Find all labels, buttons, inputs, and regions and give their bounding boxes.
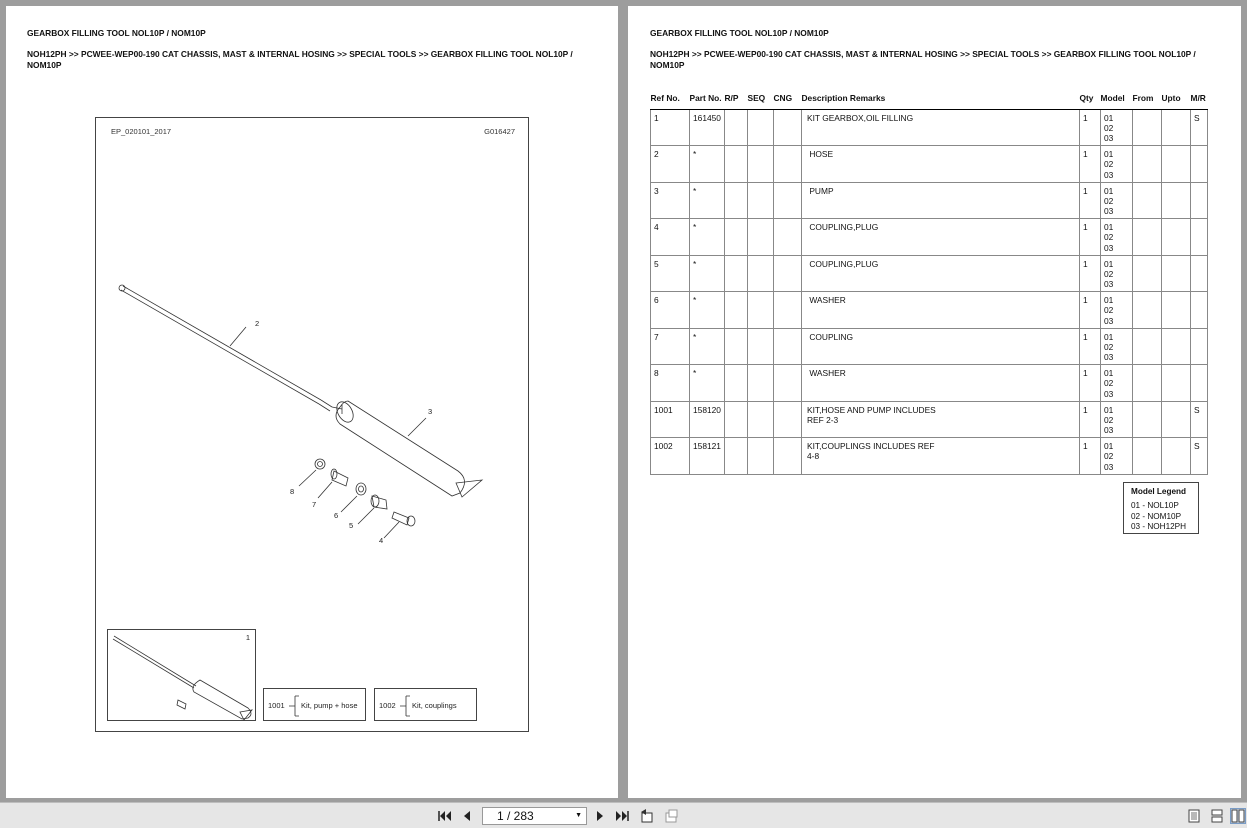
cell-model xyxy=(1101,328,1133,365)
cell-part-no: * xyxy=(690,255,725,292)
cell-upto xyxy=(1162,328,1191,365)
cell-description: COUPLING,PLUG xyxy=(802,255,1080,292)
model-code: 02 xyxy=(1104,122,1114,133)
cell-description: KIT GEARBOX,OIL FILLING xyxy=(802,109,1080,146)
cell-qty: 1 xyxy=(1080,255,1101,292)
cell-ref-no: 4 xyxy=(651,219,690,256)
cell-qty: 1 xyxy=(1080,328,1101,365)
legend-title: Model Legend xyxy=(1131,487,1187,496)
cell-mr xyxy=(1191,255,1208,292)
column-header: R/P xyxy=(725,93,748,109)
page-title: GEARBOX FILLING TOOL NOL10P / NOM10P xyxy=(27,28,206,38)
kit-1002-label: Kit, couplings xyxy=(412,701,457,710)
cell-from xyxy=(1133,365,1162,402)
cell-description: PUMP xyxy=(802,182,1080,219)
callout-6: 6 xyxy=(334,511,339,520)
cell-from xyxy=(1133,328,1162,365)
model-code: 03 xyxy=(1104,425,1114,436)
model-code: 03 xyxy=(1104,315,1114,326)
cell-seq xyxy=(748,109,774,146)
exploded-diagram xyxy=(95,117,529,732)
model-code: 02 xyxy=(1104,159,1114,170)
cell-seq xyxy=(748,365,774,402)
hose-drawing xyxy=(119,285,332,411)
cell-from xyxy=(1133,146,1162,183)
cell-ref-no: 6 xyxy=(651,292,690,329)
cell-description: KIT,HOSE AND PUMP INCLUDES REF 2-3 xyxy=(802,401,1080,438)
callout-3: 3 xyxy=(428,407,433,416)
page-indicator: 1 / 283 xyxy=(497,809,534,823)
cell-qty: 1 xyxy=(1080,109,1101,146)
legend-item: 01 - NOL10P xyxy=(1131,501,1179,511)
diagram-code: EP_020101_2017 xyxy=(111,127,172,136)
table-row xyxy=(651,146,1208,183)
model-code: 03 xyxy=(1104,279,1114,290)
cell-from xyxy=(1133,255,1162,292)
table-row xyxy=(651,438,1208,475)
cell-mr: S xyxy=(1191,109,1208,146)
cell-seq xyxy=(748,219,774,256)
bracket-icon xyxy=(400,695,410,717)
cell-seq xyxy=(748,255,774,292)
cell-seq xyxy=(748,292,774,329)
cell-upto xyxy=(1162,438,1191,475)
kit-inset xyxy=(107,629,256,721)
cell-description: COUPLING,PLUG xyxy=(802,219,1080,256)
callout-2: 2 xyxy=(255,319,260,328)
cell-model xyxy=(1101,401,1133,438)
parts-table xyxy=(650,93,1208,475)
model-code: 03 xyxy=(1104,206,1114,217)
cell-cng xyxy=(774,365,802,402)
cell-qty: 1 xyxy=(1080,438,1101,475)
model-code: 01 xyxy=(1104,441,1114,451)
cell-seq xyxy=(748,328,774,365)
table-row xyxy=(651,365,1208,402)
model-code: 02 xyxy=(1104,268,1114,279)
chevron-down-icon: ▼ xyxy=(575,812,582,819)
model-code: 02 xyxy=(1104,378,1114,389)
cell-description: HOSE xyxy=(802,146,1080,183)
model-code: 01 xyxy=(1104,149,1114,159)
cell-mr: S xyxy=(1191,401,1208,438)
model-code: 03 xyxy=(1104,133,1114,144)
cell-seq xyxy=(748,401,774,438)
cell-ref-no: 1001 xyxy=(651,401,690,438)
cell-part-no: * xyxy=(690,292,725,329)
cell-qty: 1 xyxy=(1080,365,1101,402)
cell-cng xyxy=(774,292,802,329)
cell-seq xyxy=(748,146,774,183)
cell-model xyxy=(1101,146,1133,183)
coupling-7-drawing xyxy=(318,469,348,498)
column-header: M/R xyxy=(1191,93,1208,109)
legend-item: 02 - NOM10P xyxy=(1131,511,1182,521)
page-number-dropdown[interactable] xyxy=(482,807,587,825)
cell-upto xyxy=(1162,109,1191,146)
cell-from xyxy=(1133,292,1162,329)
cell-cng xyxy=(774,328,802,365)
column-header: CNG xyxy=(774,93,802,109)
table-row xyxy=(651,109,1208,146)
cell-from xyxy=(1133,219,1162,256)
cell-ref-no: 1002 xyxy=(651,438,690,475)
go-back-icon[interactable] xyxy=(639,808,655,824)
cell-part-no: * xyxy=(690,182,725,219)
cell-mr xyxy=(1191,328,1208,365)
cell-upto xyxy=(1162,365,1191,402)
cell-from xyxy=(1133,109,1162,146)
cell-upto xyxy=(1162,182,1191,219)
coupling-5-drawing xyxy=(358,495,387,524)
cell-ref-no: 2 xyxy=(651,146,690,183)
column-header: Part No. xyxy=(690,93,725,109)
two-page-view-icon[interactable] xyxy=(1230,808,1246,824)
breadcrumb: NOH12PH >> PCWEE-WEP00-190 CAT CHASSIS, MAST & INTERNAL HOSING >> SPECIAL TOOLS >> GEARBOX FILLING TOOL NOL10P / NOM10P xyxy=(27,49,573,70)
next-page-icon[interactable] xyxy=(592,808,608,824)
coupling-plug-4-drawing xyxy=(384,512,415,538)
cell-rp xyxy=(725,292,748,329)
cell-cng xyxy=(774,182,802,219)
cell-upto xyxy=(1162,219,1191,256)
cell-qty: 1 xyxy=(1080,182,1101,219)
cell-mr xyxy=(1191,292,1208,329)
cell-part-no: * xyxy=(690,365,725,402)
washer-8-drawing xyxy=(299,459,325,486)
callout-4: 4 xyxy=(379,536,384,545)
cell-from xyxy=(1133,401,1162,438)
cell-qty: 1 xyxy=(1080,146,1101,183)
cell-part-no: * xyxy=(690,219,725,256)
cell-mr xyxy=(1191,182,1208,219)
first-page-icon[interactable] xyxy=(437,808,453,824)
pump-drawing xyxy=(332,399,482,497)
table-row xyxy=(651,292,1208,329)
cell-ref-no: 5 xyxy=(651,255,690,292)
model-code: 02 xyxy=(1104,414,1114,425)
cell-rp xyxy=(725,365,748,402)
cell-description: WASHER xyxy=(802,365,1080,402)
cell-rp xyxy=(725,109,748,146)
table-row xyxy=(651,328,1208,365)
kit-1001-number: 1001 xyxy=(268,701,285,710)
cell-rp xyxy=(725,182,748,219)
model-code: 01 xyxy=(1104,222,1114,232)
prev-page-icon[interactable] xyxy=(459,808,475,824)
model-code: 03 xyxy=(1104,461,1114,472)
cell-part-no: 161450 xyxy=(690,109,725,146)
table-row xyxy=(651,255,1208,292)
cell-description: WASHER xyxy=(802,292,1080,329)
cell-rp xyxy=(725,438,748,475)
cell-description: COUPLING xyxy=(802,328,1080,365)
column-header: Upto xyxy=(1162,93,1191,109)
cell-mr xyxy=(1191,146,1208,183)
cell-model xyxy=(1101,255,1133,292)
diagram-figure-number: G016427 xyxy=(484,127,515,136)
column-header: Description Remarks xyxy=(802,93,1080,109)
cell-ref-no: 7 xyxy=(651,328,690,365)
kit-1002-box xyxy=(374,688,477,721)
cell-cng xyxy=(774,255,802,292)
column-header: Ref No. xyxy=(651,93,690,109)
page-parts-list xyxy=(628,6,1241,798)
table-row xyxy=(651,182,1208,219)
cell-mr xyxy=(1191,365,1208,402)
cell-upto xyxy=(1162,292,1191,329)
model-code: 02 xyxy=(1104,341,1114,352)
model-code: 03 xyxy=(1104,388,1114,399)
cell-part-no: * xyxy=(690,146,725,183)
cell-description: KIT,COUPLINGS INCLUDES REF 4-8 xyxy=(802,438,1080,475)
cell-model xyxy=(1101,182,1133,219)
cell-from xyxy=(1133,438,1162,475)
legend-item: 03 - NOH12PH xyxy=(1131,521,1187,531)
cell-part-no: * xyxy=(690,328,725,365)
breadcrumb: NOH12PH >> PCWEE-WEP00-190 CAT CHASSIS, MAST & INTERNAL HOSING >> SPECIAL TOOLS >> GEARBOX FILLING TOOL NOL10P / NOM10P xyxy=(650,49,1196,70)
go-forward-icon[interactable] xyxy=(663,808,679,824)
cell-mr: S xyxy=(1191,438,1208,475)
bracket-icon xyxy=(289,695,299,717)
cell-upto xyxy=(1162,146,1191,183)
cell-seq xyxy=(748,438,774,475)
cell-model xyxy=(1101,219,1133,256)
model-code: 01 xyxy=(1104,112,1114,123)
column-header: SEQ xyxy=(748,93,774,109)
model-legend xyxy=(1123,482,1199,534)
model-code: 03 xyxy=(1104,242,1114,253)
cell-qty: 1 xyxy=(1080,401,1101,438)
model-code: 01 xyxy=(1104,404,1114,415)
cell-cng xyxy=(774,219,802,256)
cell-ref-no: 1 xyxy=(651,109,690,146)
cell-qty: 1 xyxy=(1080,219,1101,256)
cell-part-no: 158120 xyxy=(690,401,725,438)
cell-qty: 1 xyxy=(1080,292,1101,329)
model-code: 01 xyxy=(1104,258,1114,269)
callout-7: 7 xyxy=(312,500,317,509)
column-header: Model xyxy=(1101,93,1133,109)
cell-rp xyxy=(725,401,748,438)
washer-6-drawing xyxy=(341,483,366,512)
cell-model xyxy=(1101,438,1133,475)
cell-model xyxy=(1101,292,1133,329)
page-diagram xyxy=(6,6,618,798)
model-code: 01 xyxy=(1104,295,1114,305)
cell-rp xyxy=(725,219,748,256)
cell-rp xyxy=(725,146,748,183)
cell-model xyxy=(1101,365,1133,402)
cell-upto xyxy=(1162,255,1191,292)
page-title: GEARBOX FILLING TOOL NOL10P / NOM10P xyxy=(650,28,829,38)
model-code: 01 xyxy=(1104,331,1114,342)
callout-8: 8 xyxy=(290,487,295,496)
diagram-drawing xyxy=(96,118,530,628)
model-code: 01 xyxy=(1104,368,1114,378)
cell-rp xyxy=(725,255,748,292)
cell-model xyxy=(1101,109,1133,146)
kit-1002-number: 1002 xyxy=(379,701,396,710)
cell-cng xyxy=(774,109,802,146)
model-code: 01 xyxy=(1104,185,1114,196)
cell-from xyxy=(1133,182,1162,219)
cell-cng xyxy=(774,401,802,438)
kit-1001-label: Kit, pump + hose xyxy=(301,701,358,710)
continuous-view-icon[interactable] xyxy=(1209,808,1225,824)
cell-rp xyxy=(725,328,748,365)
cell-ref-no: 8 xyxy=(651,365,690,402)
kit-1001-box xyxy=(263,688,366,721)
table-header-row xyxy=(651,93,1208,109)
cell-upto xyxy=(1162,401,1191,438)
callout-5: 5 xyxy=(349,521,354,530)
single-page-view-icon[interactable] xyxy=(1186,808,1202,824)
table-row xyxy=(651,401,1208,438)
cell-part-no: 158121 xyxy=(690,438,725,475)
cell-seq xyxy=(748,182,774,219)
model-code: 02 xyxy=(1104,232,1114,243)
column-header: Qty xyxy=(1080,93,1101,109)
table-row xyxy=(651,219,1208,256)
model-code: 02 xyxy=(1104,451,1114,462)
last-page-icon[interactable] xyxy=(614,808,630,824)
cell-cng xyxy=(774,438,802,475)
kit-drawing xyxy=(108,630,257,722)
callout-1: 1 xyxy=(245,633,250,642)
cell-ref-no: 3 xyxy=(651,182,690,219)
cell-cng xyxy=(774,146,802,183)
model-code: 02 xyxy=(1104,305,1114,316)
viewer-toolbar xyxy=(0,802,1247,828)
model-code: 02 xyxy=(1104,195,1114,206)
model-code: 03 xyxy=(1104,169,1114,180)
cell-mr xyxy=(1191,219,1208,256)
model-code: 03 xyxy=(1104,352,1114,363)
column-header: From xyxy=(1133,93,1162,109)
